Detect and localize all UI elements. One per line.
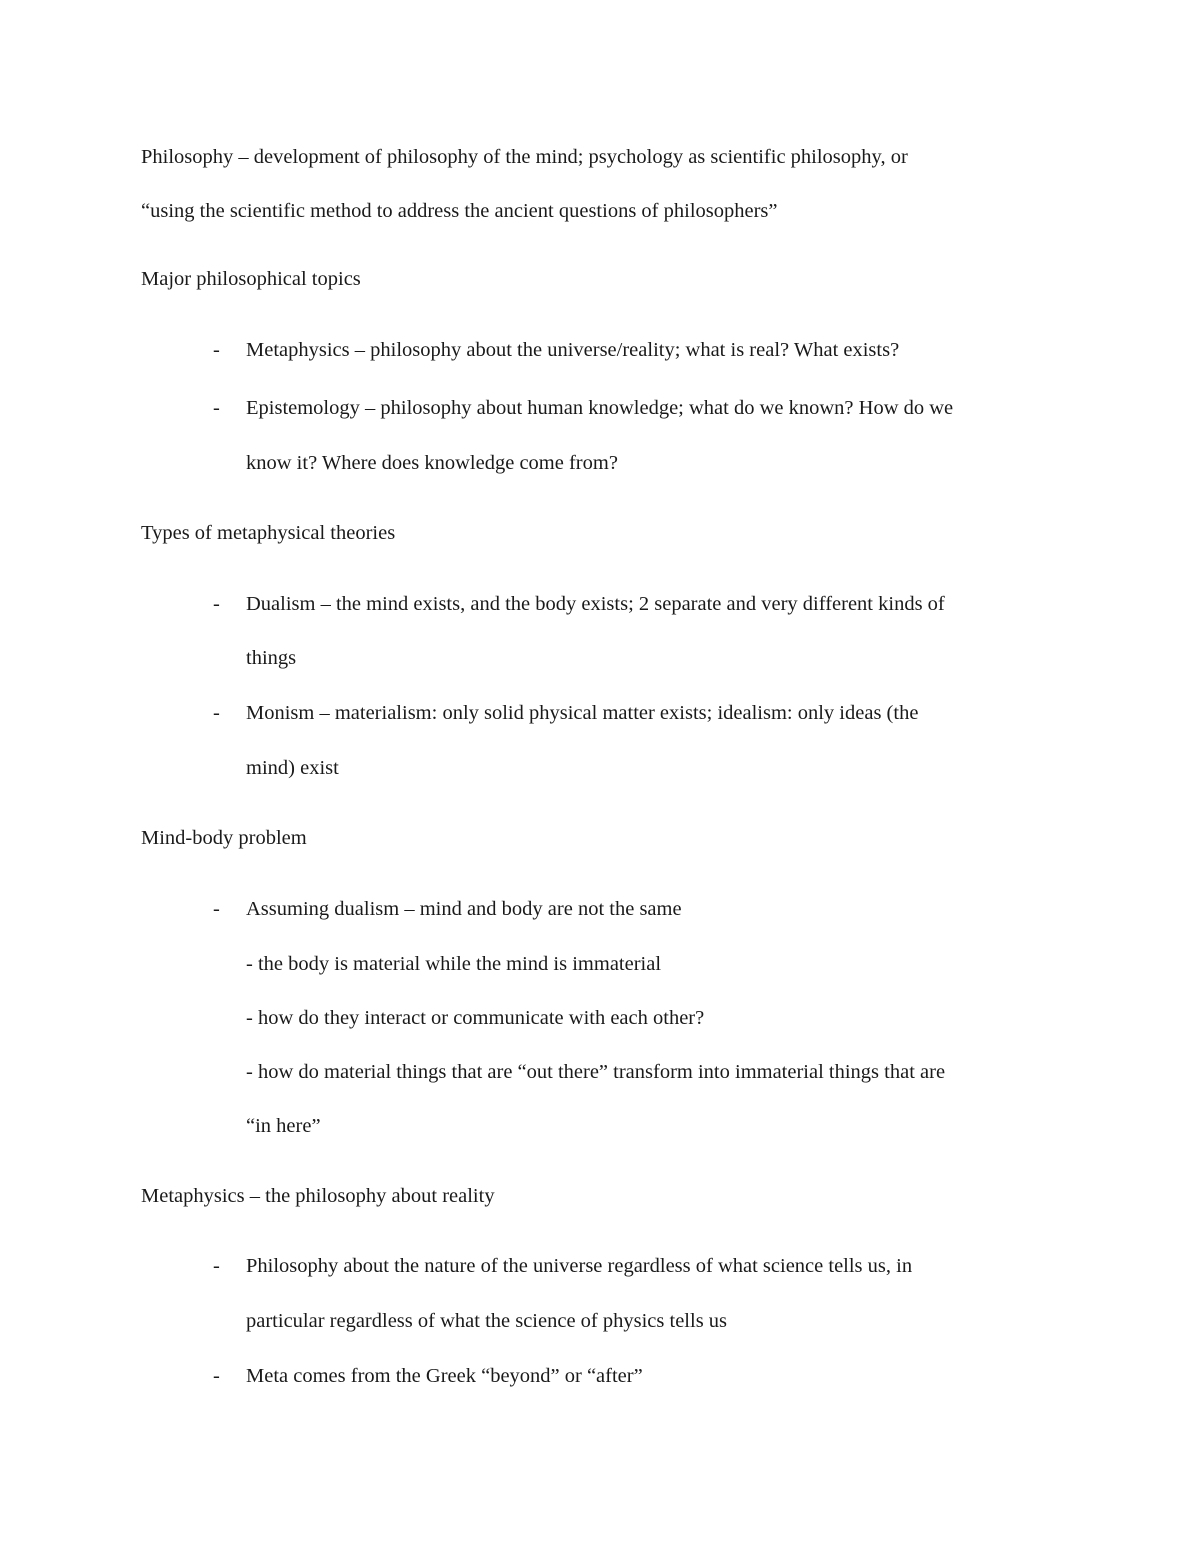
section-heading-major-topics: Major philosophical topics (141, 268, 361, 290)
paragraph-intro-line1: Philosophy – development of philosophy of the mind; psychology as scientific philosophy, or (141, 146, 908, 168)
list-item-epistemology-line1: Epistemology – philosophy about human knowledge; what do we known? How do we (246, 397, 954, 419)
list-item-nature-line1: Philosophy about the nature of the universe regardless of what science tells us, in (246, 1255, 913, 1277)
list-bullet: - (213, 593, 220, 615)
list-item-monism-line1: Monism – materialism: only solid physical matter exists; idealism: only ideas (the (246, 702, 919, 724)
sub-item-transform-line1: - how do material things that are “out there” transform into immaterial things that are (246, 1061, 946, 1083)
section-heading-metaphysical-theories: Types of metaphysical theories (141, 522, 396, 544)
list-item-monism-line2: mind) exist (246, 757, 339, 779)
list-bullet: - (213, 1255, 220, 1277)
list-item-nature-line2: particular regardless of what the science of physics tells us (246, 1310, 728, 1332)
list-bullet: - (213, 1365, 220, 1387)
list-item-dualism-line1: Dualism – the mind exists, and the body exists; 2 separate and very different kinds of (246, 593, 945, 615)
list-item-dualism-line2: things (246, 647, 297, 669)
list-item-metaphysics: Metaphysics – philosophy about the universe/reality; what is real? What exists? (246, 339, 900, 361)
list-bullet: - (213, 339, 220, 361)
list-item-assuming-dualism: Assuming dualism – mind and body are not the same (246, 898, 682, 920)
list-item-meta-greek: Meta comes from the Greek “beyond” or “after” (246, 1365, 643, 1387)
section-heading-metaphysics-reality: Metaphysics – the philosophy about reality (141, 1185, 495, 1207)
list-bullet: - (213, 702, 220, 724)
sub-item-transform-line2: “in here” (246, 1115, 321, 1137)
paragraph-intro-line2: “using the scientific method to address the ancient questions of philosophers” (141, 200, 778, 222)
sub-item-interact: - how do they interact or communicate with each other? (246, 1007, 705, 1029)
sub-item-material-immaterial: - the body is material while the mind is immaterial (246, 953, 662, 975)
list-bullet: - (213, 397, 220, 419)
list-item-epistemology-line2: know it? Where does knowledge come from? (246, 452, 618, 474)
list-bullet: - (213, 898, 220, 920)
section-heading-mind-body: Mind-body problem (141, 827, 307, 849)
